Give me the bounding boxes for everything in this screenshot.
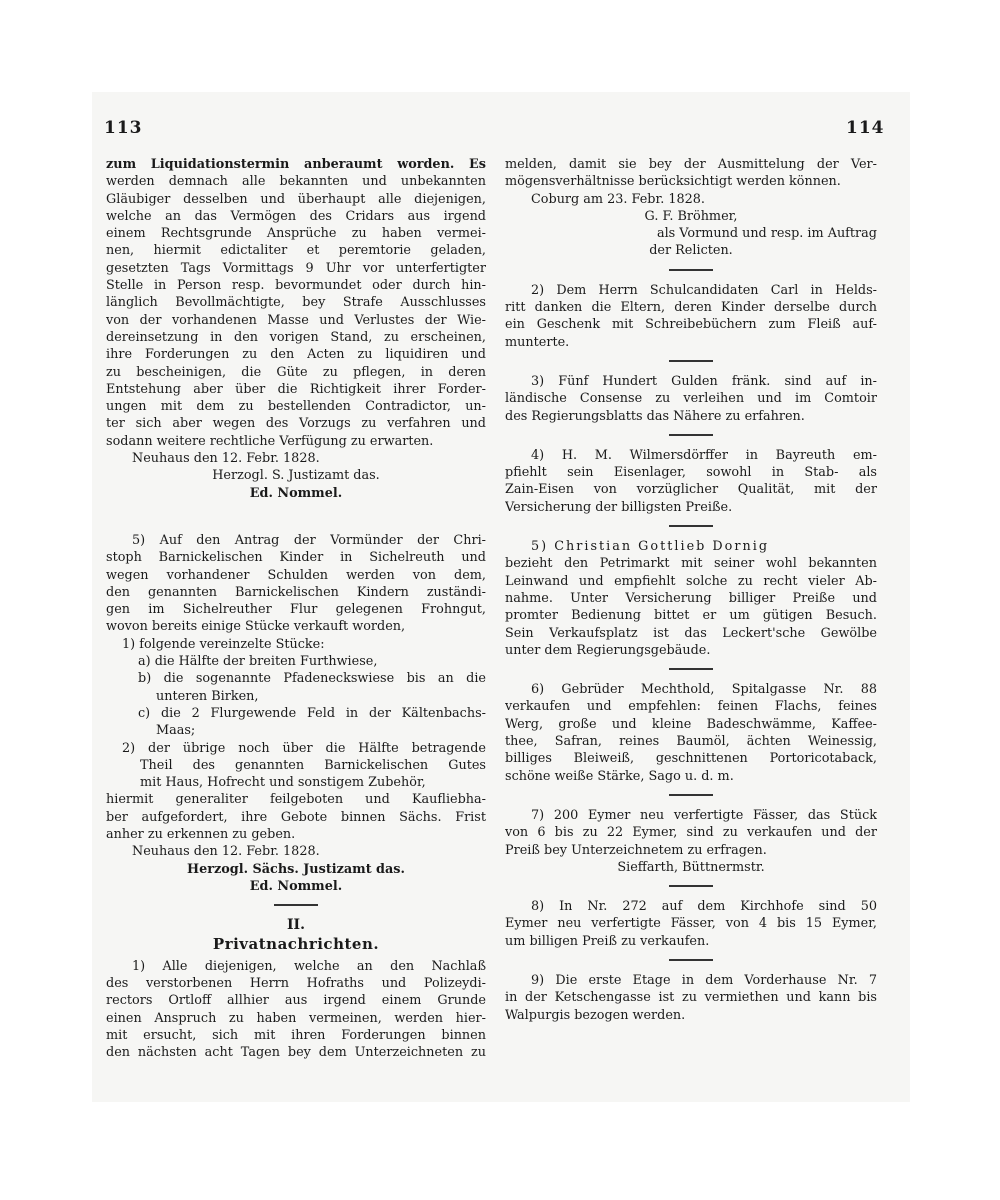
text-line: anher zu erkennen zu geben. (106, 826, 296, 842)
text-line: von 6 bis zu 22 Eymer, sind zu verkaufen und der (505, 825, 877, 841)
private-notice-4 (505, 447, 877, 516)
text-line: sodann weitere rechtliche Verfügung zu erwarten. (106, 433, 434, 449)
text-line: dereinsetzung in den vorigen Stand, zu erscheinen, (106, 329, 486, 345)
text-line: unter dem Regierungsgebäude. (505, 642, 711, 658)
text-line: schöne weiße Stärke, Sago u. d. m. (505, 768, 734, 784)
text-line: wegen vorhandener Schulden werden von dem, (106, 567, 486, 583)
private-notice-8 (505, 898, 877, 950)
notice-signature-office: Herzogl. S. Justizamt das. (212, 468, 380, 484)
left-column (106, 156, 486, 1062)
text-line: nen, hiermit edictaliter et peremtorie geladen, (106, 243, 486, 259)
text-line: Walpurgis bezogen werden. (505, 1007, 686, 1023)
text-line: einem Rechtsgrunde Ansprüche zu haben vermei- (106, 226, 486, 242)
page-number-right: 114 (846, 118, 885, 138)
list-item: 2) der übrige noch über die Hälfte betragende (122, 740, 486, 756)
list-item: 1) folgende vereinzelte Stücke: (122, 636, 325, 652)
text-line: Sein Verkaufsplatz ist das Leckert'sche Gewölbe (505, 625, 877, 641)
text-line: munterte. (505, 334, 570, 350)
list-item: mit Haus, Hofrecht und sonstigem Zubehör, (140, 775, 426, 791)
text-line: ritt danken die Eltern, deren Kinder derselbe durch (505, 300, 877, 316)
divider (669, 885, 713, 887)
section-number: II. (287, 917, 305, 934)
text-line: ber aufgefordert, ihre Gebote binnen Sächs. Frist (106, 809, 486, 825)
text-line: billiges Bleiweiß, geschnittenen Portoricotaback, (505, 751, 877, 767)
text-line: Preiß bey Unterzeichnetem zu erfragen. (505, 842, 767, 858)
divider (669, 959, 713, 961)
notice-signature-role: als Vormund und resp. im Auftrag (656, 226, 877, 242)
divider (669, 525, 713, 527)
text-line: in der Ketschengasse ist zu vermiethen und kann bis (505, 990, 877, 1006)
text-line: rectors Ortloff allhier aus irgend einem Grunde (106, 993, 486, 1009)
text-line: mit ersucht, sich mit ihren Forderungen binnen (106, 1027, 486, 1043)
text-line: verkaufen und empfehlen: feinen Flachs, feines (505, 699, 877, 715)
text-line: Gläubiger desselben und überhaupt alle diejenigen, (106, 191, 486, 207)
divider (669, 360, 713, 362)
text-line: nahme. Unter Versicherung billiger Preiße und (505, 590, 877, 606)
text-line: welche an das Vermögen des Cridars aus irgend (106, 208, 486, 224)
text-line: ungen mit dem zu bestellenden Contradictor, un- (106, 399, 486, 415)
text-line: werden demnach alle bekannten und unbekannten (106, 174, 486, 190)
private-notice-1-continued (505, 156, 877, 260)
text-line: ihre Forderungen zu den Acten zu liquidiren und (106, 347, 486, 363)
text-line: 1) Alle diejenigen, welche an den Nachlaß (132, 958, 486, 974)
private-notice-9 (505, 972, 877, 1024)
notice-signature-name: Ed. Nommel. (249, 878, 343, 894)
notice-date: Neuhaus den 12. Febr. 1828. (132, 844, 320, 860)
page-number-left: 113 (104, 118, 143, 138)
private-notice-1 (106, 958, 486, 1062)
text-line: hiermit generaliter feilgeboten und Kaufliebha- (106, 792, 486, 808)
list-item: c) die 2 Flurgewende Feld in der Kältenbachs- (138, 705, 486, 721)
text-line: von der vorhandenen Masse und Verlustes der Wie- (106, 312, 486, 328)
text-line: bezieht den Petrimarkt mit seiner wohl bekannten (505, 556, 877, 572)
divider (669, 434, 713, 436)
text-line: 5) Auf den Antrag der Vormünder der Chri- (132, 532, 486, 548)
divider (669, 269, 713, 271)
text-line: 6) Gebrüder Mechthold, Spitalgasse Nr. 88 (531, 682, 877, 698)
section-title: Privatnachrichten. (212, 935, 380, 954)
list-item: Maas; (156, 723, 196, 739)
text-line: gen im Sichelreuther Flur gelegenen Frohngut, (106, 602, 486, 618)
divider (669, 668, 713, 670)
list-item: b) die sogenannte Pfadeneckswiese bis an die (138, 671, 486, 687)
text-line: wovon bereits einige Stücke verkauft worden, (106, 619, 406, 635)
notice-date: Neuhaus den 12. Febr. 1828. (132, 451, 320, 467)
text-line: zu bescheinigen, die Güte zu pflegen, in deren (106, 364, 486, 380)
text-line: 2) Dem Herrn Schulcandidaten Carl in Helds- (531, 282, 877, 298)
right-column (505, 156, 877, 1024)
notice-signature-role: der Relicten. (649, 243, 733, 259)
text-line: des Regierungsblatts das Nähere zu erfahren. (505, 408, 805, 424)
notice-signature-name: Sieffarth, Büttnermstr. (617, 859, 765, 875)
list-item: unteren Birken, (156, 688, 259, 704)
notice-name-line: 5) Christian Gottlieb Dornig (531, 539, 770, 555)
list-item: Theil des genannten Barnickelischen Gutes (140, 757, 486, 773)
private-notice-6 (505, 681, 877, 785)
divider (669, 794, 713, 796)
text-line: ein Geschenk mit Schreibebüchern zum Fleiß auf- (505, 317, 877, 333)
text-line: ländische Consense zu verleihen und im Comtoir (505, 391, 877, 407)
text-line: thee, Safran, reines Baumöl, ächten Weinessig, (505, 734, 877, 750)
text-line: Eymer neu verfertigte Fässer, von 4 bis 15 Eymer, (505, 916, 877, 932)
text-line: Entstehung aber über die Richtigkeit ihrer Forder- (106, 381, 486, 397)
text-line: den nächsten acht Tagen bey dem Unterzeichneten zu (106, 1045, 486, 1061)
text-line: Werg, große und kleine Badeschwämme, Kaffee- (505, 716, 877, 732)
notice-signature-name: Ed. Nommel. (249, 485, 343, 501)
text-line: 4) H. M. Wilmersdörffer in Bayreuth em- (531, 447, 877, 463)
text-line: 7) 200 Eymer neu verfertigte Fässer, das Stück (531, 807, 877, 823)
notice-signature-name: G. F. Bröhmer, (644, 208, 738, 224)
notice-item-5 (106, 532, 486, 895)
text-line: länglich Bevollmächtigte, bey Strafe Ausschlusses (106, 295, 486, 311)
text-line: pfiehlt sein Eisenlager, sowohl in Stab- als (505, 465, 877, 481)
text-line: gesetzten Tags Vormittags 9 Uhr vor unterfertigter (106, 260, 486, 276)
text-line: 9) Die erste Etage in dem Vorderhause Nr. 7 (531, 972, 877, 988)
text-line: 3) Fünf Hundert Gulden fränk. sind auf in- (531, 373, 877, 389)
private-notice-7 (505, 807, 877, 876)
text-line: 8) In Nr. 272 auf dem Kirchhofe sind 50 (531, 899, 877, 915)
text-line: stoph Barnickelischen Kinder in Sichelreuth und (106, 550, 486, 566)
notice-date: Coburg am 23. Febr. 1828. (531, 191, 705, 207)
text-line: Zain-Eisen von vorzüglicher Qualität, mit der (505, 482, 877, 498)
text-line: mögensverhältnisse berücksichtigt werden können. (505, 174, 841, 190)
notice-signature-office: Herzogl. Sächs. Justizamt das. (187, 861, 405, 877)
text-line: um billigen Preiß zu verkaufen. (505, 933, 710, 949)
text-line: melden, damit sie bey der Ausmittelung der Ver- (505, 157, 877, 172)
notice-intro-paragraph (106, 156, 486, 502)
text-line: promter Bedienung bittet er um gütigen Besuch. (505, 608, 877, 624)
text-line: Versicherung der billigsten Preiße. (505, 499, 733, 515)
text-line: des verstorbenen Herrn Hofraths und Polizeydi- (106, 976, 486, 992)
text-line: einen Anspruch zu haben vermeinen, werden hier- (106, 1010, 486, 1026)
text-line: den genannten Barnickelischen Kindern zuständi- (106, 584, 486, 600)
private-notice-2 (505, 282, 877, 351)
text-line: Leinwand und empfiehlt solche zu recht vieler Ab- (505, 573, 877, 589)
divider (274, 904, 318, 906)
text-line: Stelle in Person resp. bevormundet oder durch hin- (106, 278, 486, 294)
private-notice-3 (505, 373, 877, 425)
list-item: a) die Hälfte der breiten Furthwiese, (138, 654, 378, 670)
private-notice-5 (505, 538, 877, 659)
text-line: ter sich aber wegen des Vorzugs zu verfahren und (106, 416, 486, 432)
text-line: zum Liquidationstermin anberaumt worden. Es (106, 157, 486, 172)
